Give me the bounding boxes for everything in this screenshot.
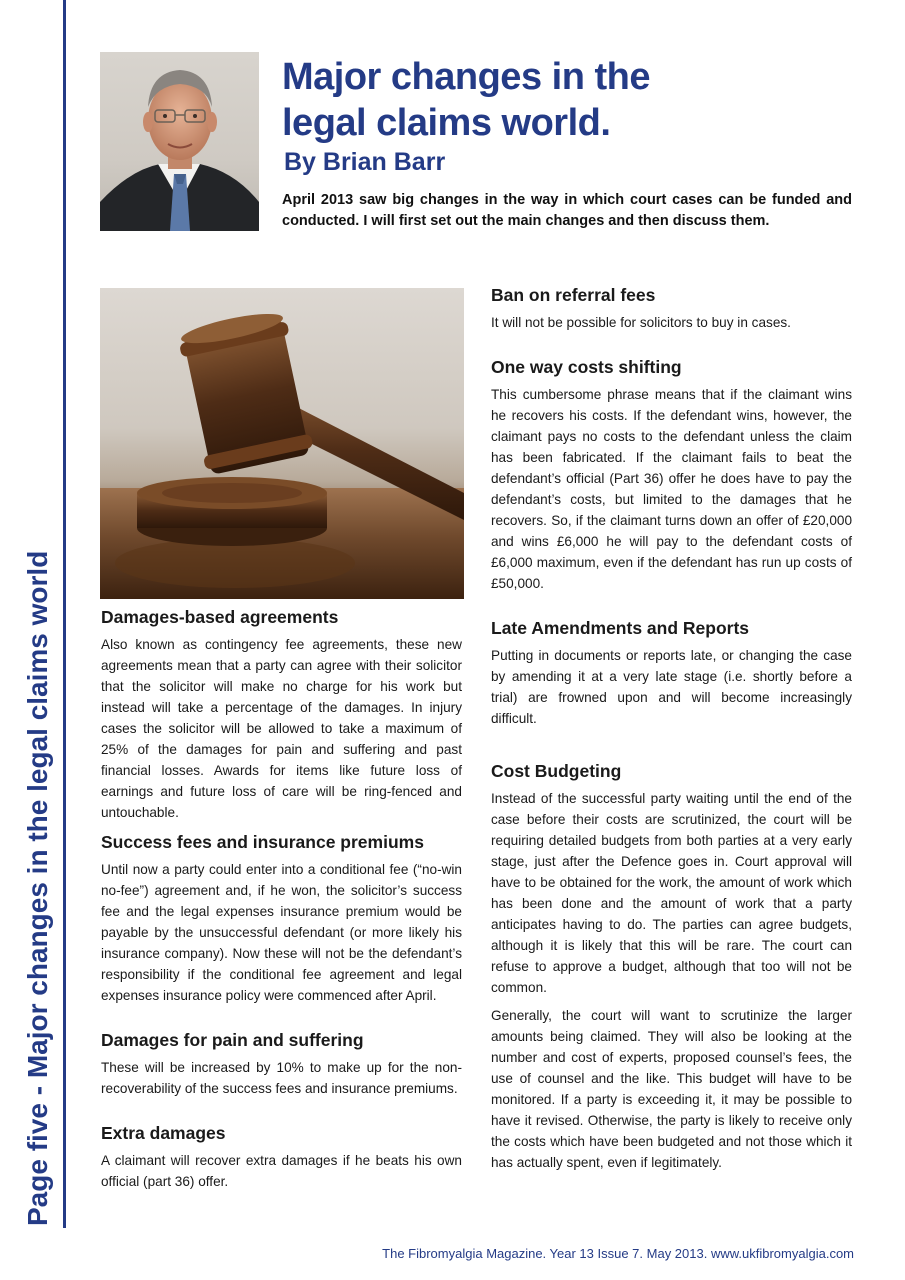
section-heading-referral-fees: Ban on referral fees (491, 285, 656, 305)
article-title-line-2: legal claims world. (282, 102, 611, 144)
left-column (101, 605, 462, 1192)
section-heading-success-fees: Success fees and insurance premiums (101, 832, 424, 852)
article-intro: April 2013 saw big changes in the way in which court cases can be funded and conducted. I will first set out the main changes and then discuss them. (282, 192, 852, 229)
section-text-one-way-costs: This cumbersome phrase means that if the claimant wins he recovers his costs. If the defendant wins, however, the claimant pays no costs to the defendant unless the claim has been fabricated. If the claimant fails to beat the defendant’s official (Part 36) offer he does have to pay the defendant’s costs, but limited to the damages that he recovers. So, if the claimant turns down an offer of £20,000 and wins £6,000 he will pay to the defendant costs of £6,000 maximum, even if the defendant has run up costs of £50,000. (491, 387, 852, 591)
author-portrait-illustration (100, 52, 259, 231)
section-heading-late-amendments: Late Amendments and Reports (491, 618, 750, 638)
section-heading-one-way-costs: One way costs shifting (491, 357, 682, 377)
section-text-pain-and-suffering: These will be increased by 10% to make up for the non-recoverability of the success fees and insurance premiums. (101, 1060, 462, 1096)
sidebar-rule (63, 0, 66, 1228)
section-heading-extra-damages: Extra damages (101, 1123, 226, 1143)
section-text-cost-budgeting-1: Instead of the successful party waiting until the end of the case before their costs are scrutinized, the court will be requiring detailed budgets from both parties at a very early stage, just after the Defence goes in. Court approval will have to be obtained for the work, the amount of work which has been done and the amount of work that a party anticipates having to do. The parties can agree budgets, although it is likely that this will be rare. The court can refuse to approve a budget, although that too will not be common. (491, 791, 852, 995)
section-heading-pain-and-suffering: Damages for pain and suffering (101, 1030, 364, 1050)
section-heading-cost-budgeting: Cost Budgeting (491, 761, 622, 781)
article-title-line-1: Major changes in the (282, 56, 650, 98)
section-text-extra-damages: A claimant will recover extra damages if he beats his own official (part 36) offer. (101, 1153, 462, 1189)
page-footer: The Fibromyalgia Magazine. Year 13 Issue 7. May 2013. www.ukfibromyalgia.com (382, 1246, 854, 1261)
author-photo (100, 52, 259, 231)
author-byline: By Brian Barr (284, 148, 446, 176)
section-text-late-amendments: Putting in documents or reports late, or changing the case by amending it at a very late stage (i.e. shortly before a trial) are frowned upon and will become increasingly difficult. (491, 648, 852, 726)
right-column (491, 283, 852, 1173)
section-heading-damages-based-agreements: Damages-based agreements (101, 607, 339, 627)
gavel-illustration (100, 288, 464, 599)
section-text-success-fees: Until now a party could enter into a conditional fee (“no-win no-fee”) agreement and, if he won, the solicitor’s success fee and the legal expenses insurance premium would be payable by the unsuccessful defendant (or more likely his insurance company). Now these will not be the defendant’s responsibility if the conditional fee agreement and legal expenses insurance policy were commenced after April. (101, 862, 462, 1003)
section-text-cost-budgeting-2: Generally, the court will want to scrutinize the larger amounts being claimed. They will also be looking at the number and cost of experts, proposed counsel’s fees, the use of counsel and the like. This budget will have to be monitored. If a party is exceeding it, it may be possible to have it revised. Otherwise, the party is likely to receive only the costs which have been budgeted and not those which it has actually spent, even if legitimately. (491, 1008, 852, 1170)
sidebar-page-title: Page five - Major changes in the legal claims world (22, 550, 53, 1226)
section-text-damages-based-agreements: Also known as contingency fee agreements, these new agreements mean that a party can agree with their solicitor that the solicitor will make no charge for his work but instead will take a percentage of the damages. In injury cases the solicitor will be allowed to take a maximum of 25% of the damages for pain and suffering and past financial losses. Awards for items like future loss of earnings and future loss of care will be ring-fenced and untouchable. (101, 637, 462, 820)
article-title (282, 54, 650, 146)
section-text-referral-fees: It will not be possible for solicitors to buy in cases. (491, 315, 791, 330)
gavel-image (100, 288, 464, 599)
